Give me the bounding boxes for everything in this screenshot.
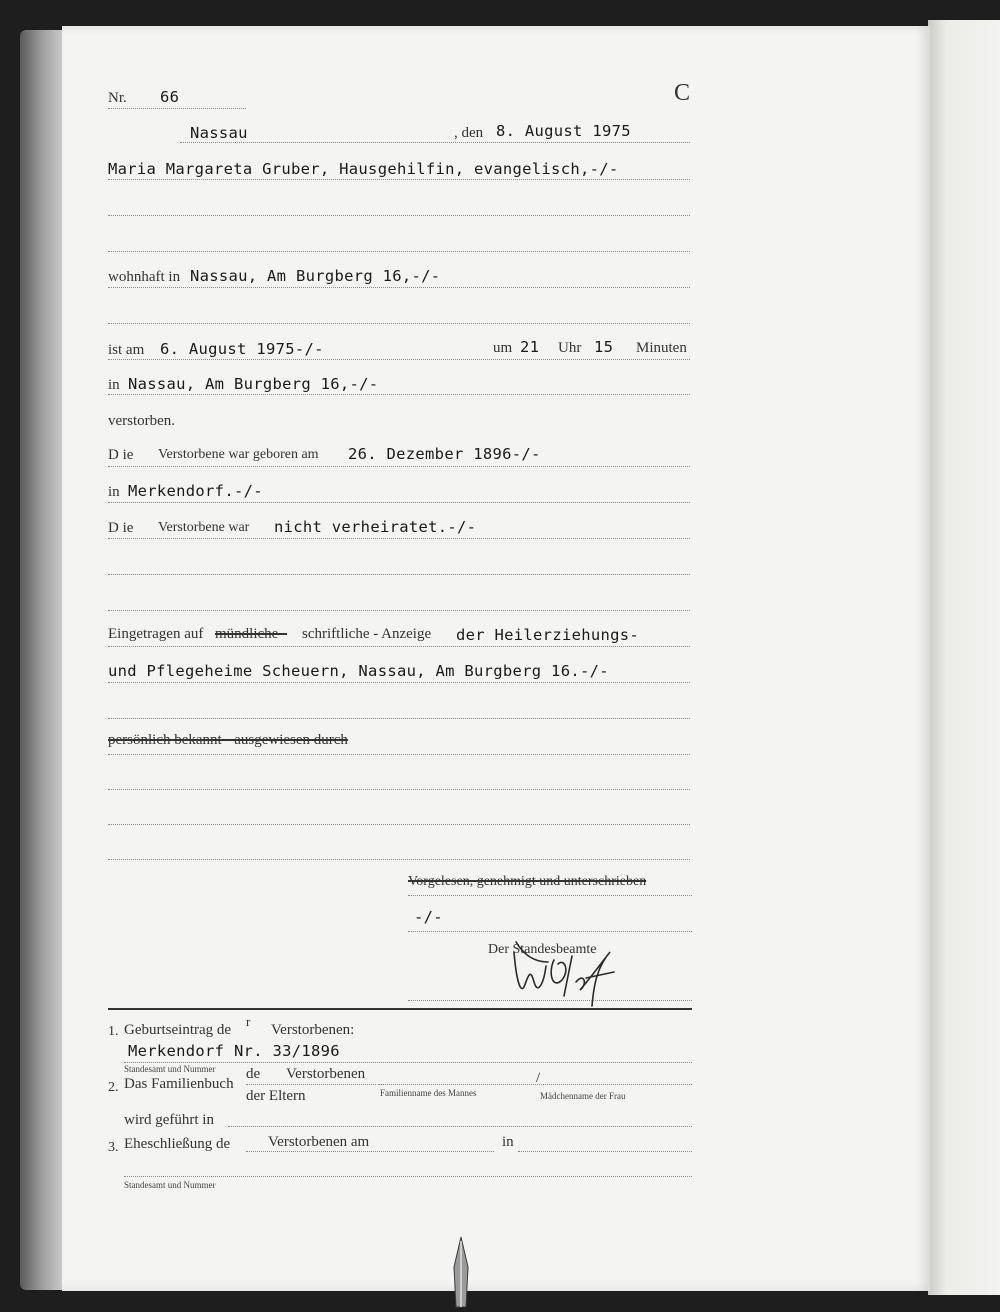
death-in-label: in [108,377,120,393]
death-minute: 15 [594,338,614,356]
vorgelesen-struck: Vorgelesen, genehmigt und unterschrieben [408,874,647,889]
minuten-label: Minuten [636,340,687,356]
line-15 [108,718,690,719]
line-14 [108,682,690,683]
uhr-label: Uhr [558,340,582,356]
line-12 [108,610,690,611]
death-date: 6. August 1975-/- [160,340,324,358]
item3-label: Eheschließung de [124,1136,231,1152]
line-8 [108,466,690,467]
line-23 [124,1062,692,1063]
register-page [62,26,930,1291]
geboren-label: Verstorbene war geboren am [158,447,319,462]
page-letter: C [674,80,691,106]
line-24 [246,1084,376,1085]
birth-in-label: in [108,484,120,500]
pen-tip-icon [452,1232,470,1312]
item2-de: de [246,1066,261,1082]
line-20 [408,895,692,896]
line-17 [108,789,690,790]
nr-value: 66 [160,88,180,106]
line-1 [108,179,690,180]
birth-date: 26. Dezember 1896-/- [348,445,541,463]
war-label: Verstorbene war [158,520,250,535]
item2-num: 2. [108,1080,119,1095]
next-page-edge [928,20,1000,1295]
place-date-line [180,142,690,143]
item2-label: Das Familienbuch [124,1076,234,1092]
item2-der-eltern: der Eltern [246,1088,306,1104]
item3-verstorbenen: Verstorbenen am [268,1134,370,1150]
der-standesbeamte: Der Standesbeamte [488,942,597,957]
line-6 [108,359,690,360]
wohnhaft-label: wohnhaft in [108,269,181,285]
item1-value: Merkendorf Nr. 33/1896 [128,1042,340,1060]
death-hour: 21 [520,338,540,356]
line-9 [108,502,690,503]
line-26 [228,1126,692,1127]
line-28 [518,1151,692,1152]
standesamt-nummer-1: Standesamt und Nummer [124,1064,216,1074]
verstorben-label: verstorben. [108,413,176,429]
slash: / [536,1070,541,1086]
line-2 [108,215,690,216]
line-10 [108,538,690,539]
registration-line1: der Heilerziehungs- [456,626,640,644]
eingetragen-label: Eingetragen auf [108,626,204,642]
header-date: 8. August 1975 [496,122,631,140]
standesamt-nummer-2: Standesamt und Nummer [124,1180,216,1190]
birth-place: Merkendorf.-/- [128,482,263,500]
persoenlich-struck: persönlich bekannt - ausgewiesen durch [108,732,348,748]
section-divider [108,1008,692,1010]
signature-dash: -/- [414,908,443,926]
um-label: um [493,340,513,356]
item1-sup: r [246,1014,251,1029]
item1-label: Geburtseintrag de [124,1022,232,1038]
line-18 [108,824,690,825]
line-29 [124,1176,692,1177]
muendliche-struck: mündliche - [215,626,288,642]
d-ie-2: D ie [108,520,134,536]
d-ie-1: D ie [108,447,134,463]
registration-line2: und Pflegeheime Scheuern, Nassau, Am Burgberg 16.-/- [108,662,609,680]
line-5 [108,323,690,324]
line-11 [108,574,690,575]
schriftliche-label: schriftliche - Anzeige [302,626,432,642]
nr-line [108,108,246,109]
line-7 [108,394,690,395]
place-value: Nassau [190,124,248,142]
item3-num: 3. [108,1140,119,1155]
ist-am-label: ist am [108,342,145,358]
nr-label: Nr. [108,90,127,106]
line-13 [108,646,690,647]
item2-verstorbenen: Verstorbenen [286,1066,366,1082]
item1-num: 1. [108,1024,119,1039]
wohnhaft-value: Nassau, Am Burgberg 16,-/- [190,267,441,285]
line-4 [108,287,690,288]
line-16 [108,754,690,755]
maedchenname-label: Mädchenname der Frau [540,1091,626,1101]
line-27 [246,1151,494,1152]
line-19 [108,859,690,860]
line-22 [408,1000,692,1001]
line-25 [378,1084,692,1085]
name-line: Maria Margareta Gruber, Hausgehilfin, evangelisch,-/- [108,160,619,178]
death-place: Nassau, Am Burgberg 16,-/- [128,375,379,393]
den-label: , den [454,125,484,141]
item3-in: in [502,1134,514,1150]
wird-gefuehrt: wird geführt in [124,1112,214,1128]
marital-value: nicht verheiratet.-/- [274,518,477,536]
item1-label2: Verstorbenen: [271,1022,355,1038]
familienname-label: Familienname des Mannes [380,1088,477,1098]
line-3 [108,251,690,252]
